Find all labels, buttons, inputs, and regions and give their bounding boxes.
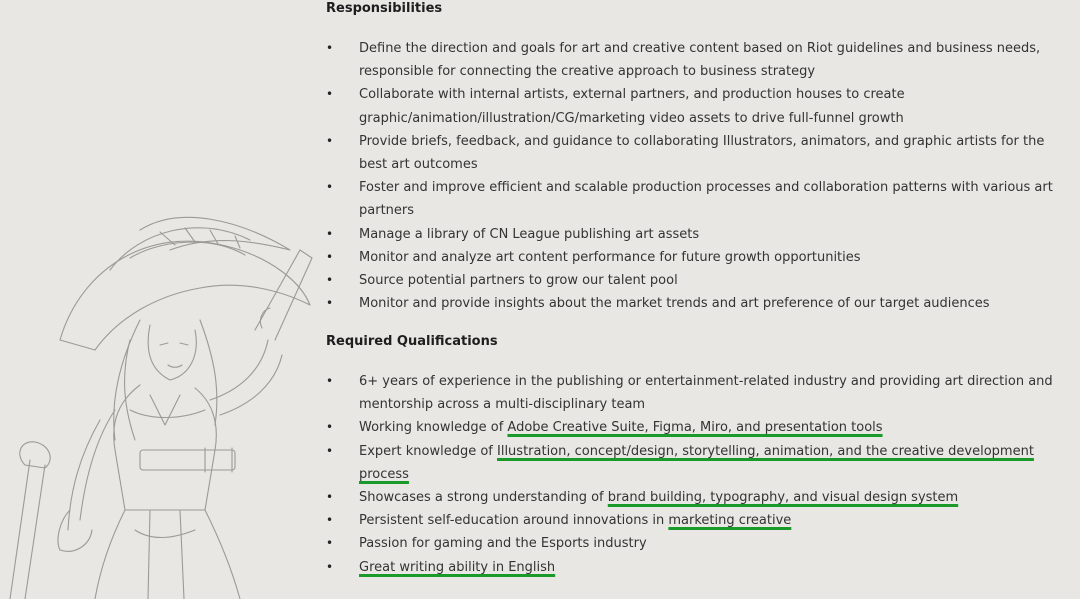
list-item: • Persistent self-education around innovations in marketing creative [326,509,1071,532]
bullet-icon: • [326,133,334,148]
highlighted-text: Adobe Creative Suite, Figma, Miro, and presentation tools [507,420,883,436]
bullet-icon: • [326,226,334,241]
bullet-icon: • [326,490,334,505]
bullet-icon: • [326,513,334,528]
list-item: • Monitor and provide insights about the market trends and art preference of our target audiences [326,292,1071,315]
bullet-icon: • [326,443,334,458]
highlighted-text: Illustration, concept/design, storytelling, animation, and the creative development process [359,443,1034,482]
bullet-icon: • [326,536,334,551]
list-item: • Passion for gaming and the Esports industry [326,532,1071,555]
list-item: • Showcases a strong understanding of brand building, typography, and visual design system [326,486,1071,509]
responsibilities-heading: Responsibilities [326,1,443,16]
list-item: • Manage a library of CN League publishing art assets [326,223,1071,246]
bullet-icon: • [326,41,334,55]
bullet-icon: • [326,249,334,264]
list-item: • Foster and improve efficient and scalable production processes and collaboration patterns with various art partners [326,176,1071,222]
list-item: • Monitor and analyze art content performance for future growth opportunities [326,246,1071,269]
list-item: • Expert knowledge of Illustration, concept/design, storytelling, animation, and the creative development process [326,440,1071,486]
bullet-icon: • [326,420,334,435]
bullet-icon: • [326,180,334,195]
list-item: • Collaborate with internal artists, external partners, and production houses to create graphic/animation/illustration/CG/marketing video assets to drive full-funnel growth [326,83,1071,129]
list-item: • Define the direction and goals for art and creative content based on Riot guidelines and business needs, responsible for connecting the creative approach to business strategy [326,37,1071,83]
bullet-icon: • [326,374,334,388]
list-item: • Working knowledge of Adobe Creative Suite, Figma, Miro, and presentation tools [326,416,1071,439]
list-item [326,556,1071,579]
highlighted-text: Great writing ability in English [359,559,556,575]
responsibilities-list [326,37,1071,315]
list-item: • 6+ years of experience in the publishing or entertainment-related industry and providing art direction and mentorship across a multi-disciplinary team [326,370,1071,416]
bullet-icon: • [326,559,334,574]
list-item: • Provide briefs, feedback, and guidance to collaborating Illustrators, animators, and graphic artists for the best art outcomes [326,130,1071,176]
qualifications-list [326,370,1071,579]
highlighted-text: brand building, typography, and visual design system [607,490,959,506]
list-item: • Source potential partners to grow our talent pool [326,269,1071,292]
bullet-icon: • [326,296,334,311]
bullet-icon: • [326,87,334,102]
character-sketch-illustration [0,210,320,599]
required-qualifications-heading: Required Qualifications [326,334,498,349]
highlighted-text: marketing creative [668,513,792,529]
bullet-icon: • [326,273,334,288]
